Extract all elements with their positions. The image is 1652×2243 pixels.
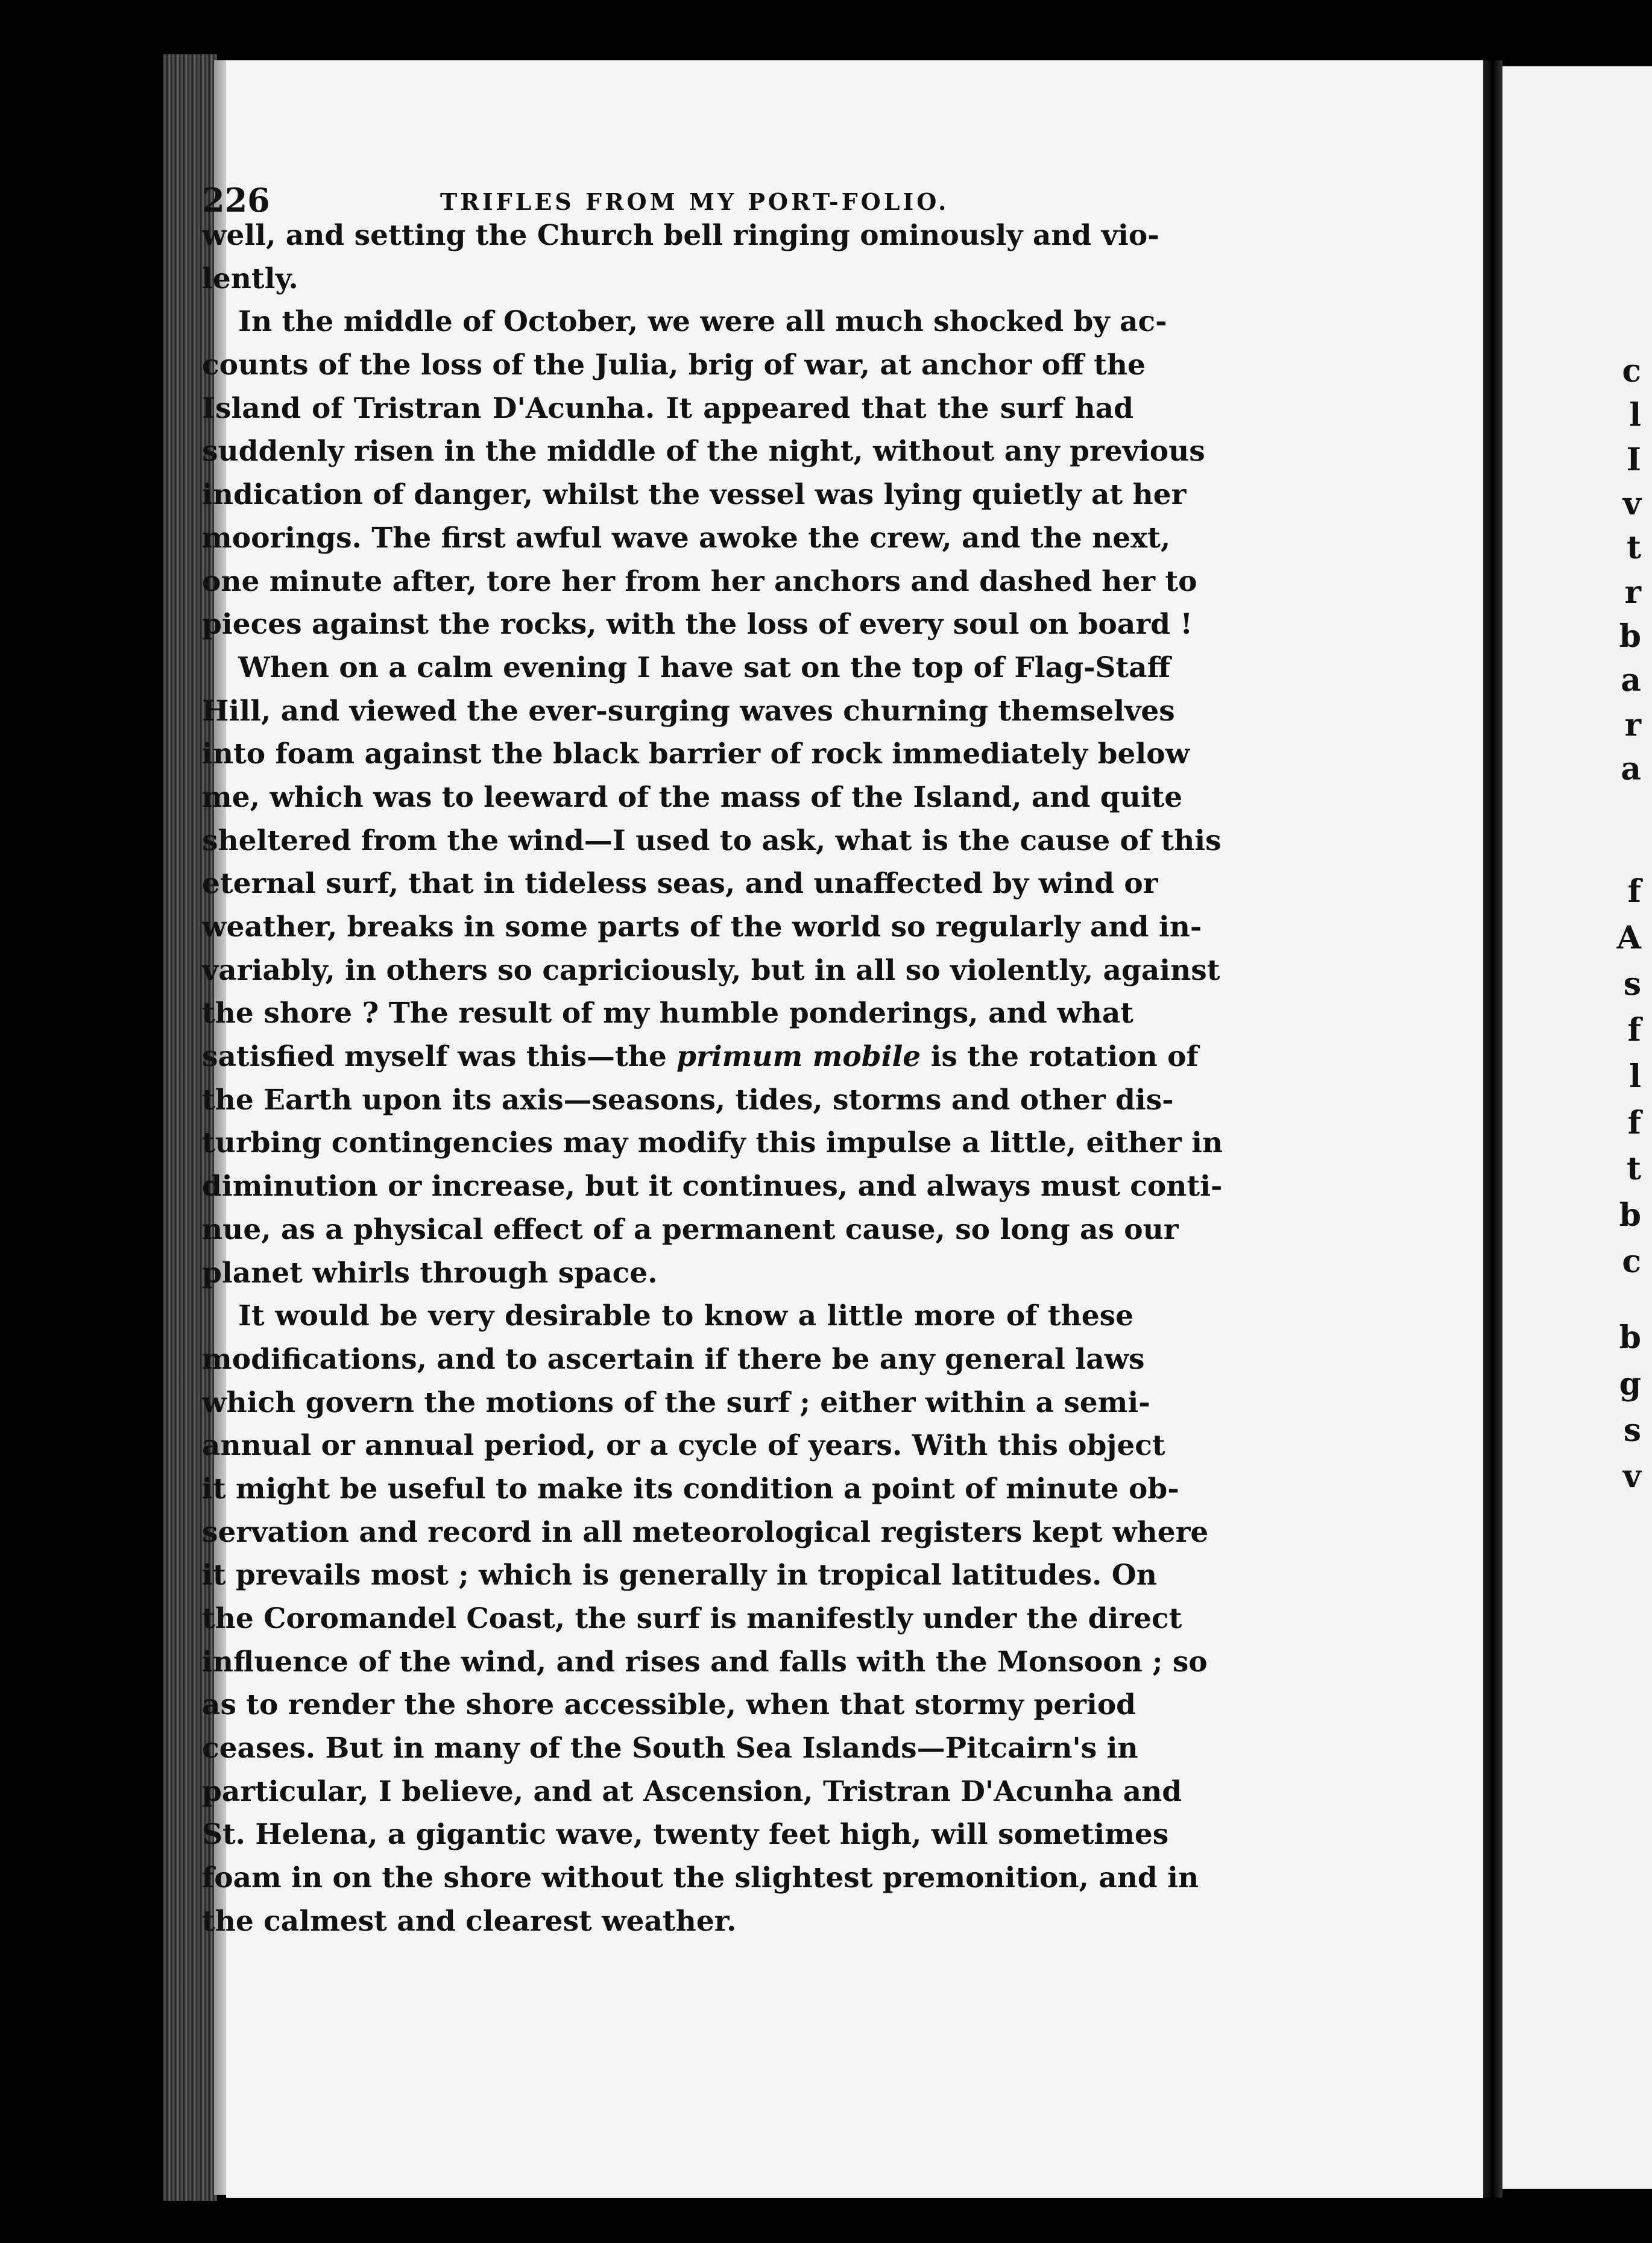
facing-page-letter: b: [1619, 1319, 1641, 1356]
text-line: as to render the shore accessible, when that stormy period: [202, 1688, 1137, 1722]
facing-page-letter: l: [1629, 397, 1641, 434]
page-number: 226: [202, 181, 270, 219]
facing-page-letter: a: [1621, 751, 1641, 787]
text-line: turbing contingencies may modify this impulse a little, either in: [202, 1126, 1223, 1160]
text-line: modifications, and to ascertain if there be any general laws: [202, 1342, 1145, 1376]
text-line: the Earth upon its axis—seasons, tides, storms and other dis-: [202, 1083, 1174, 1117]
text-line: ceases. But in many of the South Sea Islands—Pitcairn's in: [202, 1732, 1138, 1765]
text-line: foam in on the shore without the slightest premonition, and in: [202, 1861, 1199, 1895]
text-line: weather, breaks in some parts of the world so regularly and in-: [202, 910, 1202, 944]
text-line: suddenly risen in the middle of the night, without any previous: [202, 435, 1205, 468]
text-line: me, which was to leeward of the mass of the Island, and quite: [202, 780, 1183, 814]
text-line: it might be useful to make its condition a point of minute ob-: [202, 1472, 1179, 1506]
text-segment: is the rotation of: [930, 1040, 1199, 1074]
facing-page-letter: I: [1626, 441, 1641, 478]
text-line: It would be very desirable to know a little more of these: [238, 1299, 1133, 1333]
text-line: variably, in others so capriciously, but in all so violently, against: [202, 953, 1220, 987]
text-line: into foam against the black barrier of rock immediately below: [202, 737, 1190, 771]
italic-phrase: primum mobile: [676, 1040, 921, 1074]
facing-page-letter: l: [1629, 1058, 1641, 1095]
text-line: counts of the loss of the Julia, brig of war, at anchor off the: [202, 349, 1146, 382]
text-line: moorings. The first awful wave awoke the crew, and the next,: [202, 521, 1171, 555]
facing-page-letter: t: [1626, 1150, 1641, 1187]
text-line: it prevails most ; which is generally in tropical latitudes. On: [202, 1559, 1157, 1592]
text-line: the shore ? The result of my humble ponderings, and what: [202, 997, 1133, 1030]
facing-page-letter: s: [1623, 1412, 1641, 1449]
facing-page-letter: g: [1619, 1366, 1641, 1402]
facing-page-letter: v: [1622, 1458, 1641, 1495]
text-line: one minute after, tore her from her anchors and dashed her to: [202, 564, 1197, 598]
text-line: the calmest and clearest weather.: [202, 1904, 737, 1938]
facing-page-letter: f: [1627, 1105, 1641, 1141]
facing-page-letter: r: [1624, 574, 1641, 611]
text-line: nue, as a physical effect of a permanent cause, so long as our: [202, 1213, 1179, 1246]
text-line: eternal surf, that in tideless seas, and unaffected by wind or: [202, 867, 1158, 901]
text-line: St. Helena, a gigantic wave, twenty feet high, will sometimes: [202, 1818, 1169, 1852]
text-line: particular, I believe, and at Ascension, Tristran D'Acunha and: [202, 1775, 1182, 1808]
text-line: diminution or increase, but it continues, and always must conti-: [202, 1170, 1223, 1204]
facing-page-letter: a: [1621, 662, 1641, 699]
facing-page-letter: b: [1619, 1197, 1641, 1234]
text-line: When on a calm evening I have sat on the top of Flag-Staff: [238, 651, 1171, 684]
text-line: the Coromandel Coast, the surf is manifestly under the direct: [202, 1602, 1182, 1635]
text-line: Island of Tristran D'Acunha. It appeared that the surf had: [202, 391, 1133, 425]
text-line: lently.: [202, 262, 298, 295]
facing-page-letter: b: [1619, 618, 1641, 655]
text-line: pieces against the rocks, with the loss of every soul on board !: [202, 608, 1193, 642]
text-line: In the middle of October, we were all much shocked by ac-: [238, 305, 1167, 339]
text-line: servation and record in all meteorological registers kept where: [202, 1515, 1209, 1549]
facing-page-letter: t: [1626, 529, 1641, 566]
facing-page-letter: c: [1622, 1243, 1641, 1280]
text-line: which govern the motions of the surf ; either within a semi-: [202, 1386, 1150, 1419]
facing-page-letter: s: [1623, 966, 1641, 1003]
text-line: indication of danger, whilst the vessel was lying quietly at her: [202, 478, 1187, 512]
running-head: TRIFLES FROM MY PORT-FOLIO.: [440, 188, 950, 215]
facing-page: [1502, 66, 1652, 2189]
body-text: [202, 214, 1223, 1943]
page-gutter: [1483, 60, 1502, 2198]
facing-page-letter: v: [1622, 485, 1641, 522]
text-line: Hill, and viewed the ever-surging waves churning themselves: [202, 694, 1175, 728]
text-line: annual or annual period, or a cycle of years. With this object: [202, 1429, 1165, 1463]
text-line: influence of the wind, and rises and falls with the Monsoon ; so: [202, 1645, 1208, 1679]
text-line: sheltered from the wind—I used to ask, what is the cause of this: [202, 824, 1222, 857]
facing-page-letter: f: [1627, 1012, 1641, 1049]
facing-page-letter: A: [1616, 920, 1641, 956]
text-line: [202, 1035, 1199, 1079]
text-line: planet whirls through space.: [202, 1256, 658, 1290]
facing-page-letter: f: [1627, 873, 1641, 910]
text-line: well, and setting the Church bell ringing ominously and vio-: [202, 219, 1159, 252]
facing-page-letter: c: [1622, 353, 1641, 390]
facing-page-letter: r: [1624, 707, 1641, 743]
text-segment: satisfied myself was this—the: [202, 1040, 667, 1074]
